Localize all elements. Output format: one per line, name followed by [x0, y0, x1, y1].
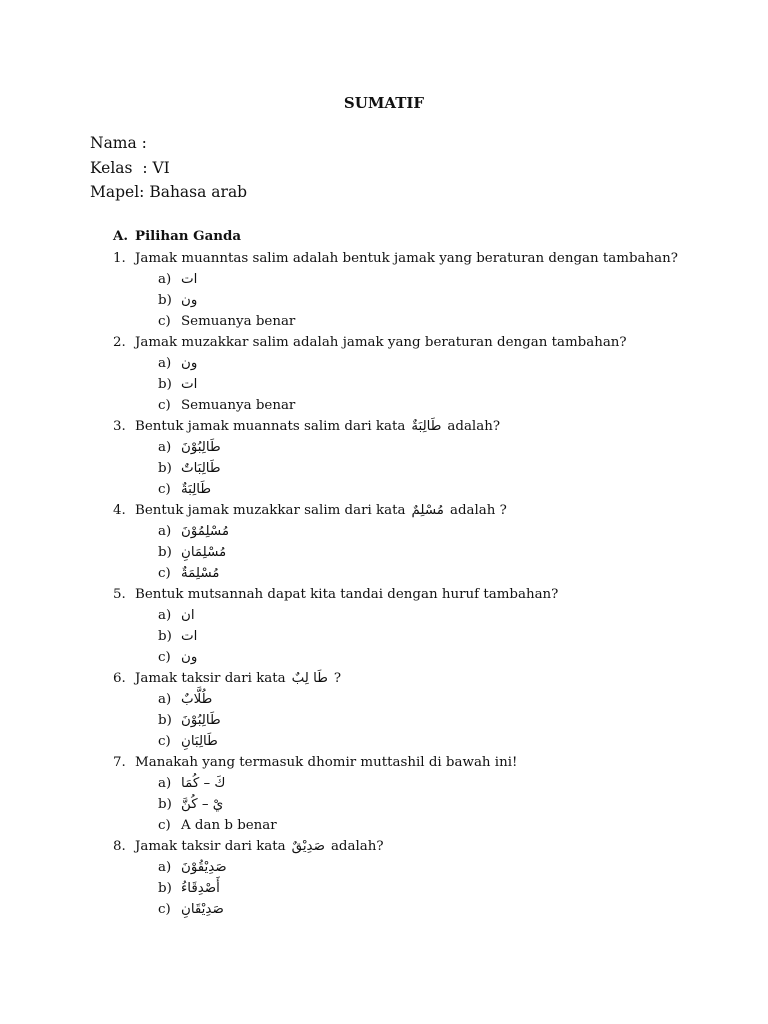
option-label: a): [158, 692, 172, 707]
option-label: b): [158, 629, 172, 644]
answer-option: [113, 605, 678, 626]
question-number: 6.: [113, 671, 126, 686]
option-text: Semuanya benar: [181, 314, 296, 329]
option-label: c): [158, 482, 171, 497]
answer-option: [113, 689, 678, 710]
question-text: Bentuk jamak muzakkar salim dari kata: [135, 503, 406, 518]
answer-option: [113, 815, 678, 836]
option-label: c): [158, 818, 171, 833]
question-text: Jamak taksir dari kata: [135, 839, 286, 854]
question-arabic-word: طَا لِبٌ: [291, 671, 328, 686]
answer-option: [113, 878, 678, 899]
option-text: يْ – كُنَّ: [181, 797, 224, 812]
question-4: [113, 500, 678, 521]
answer-option: [113, 311, 678, 332]
option-label: c): [158, 398, 171, 413]
document-title: SUMATIF: [343, 94, 425, 112]
question-text: Bentuk mutsannah dapat kita tandai dengan huruf tambahan?: [135, 587, 559, 602]
option-text: كَ – كُمَا: [181, 776, 226, 791]
answer-option: [113, 353, 678, 374]
answer-option: [113, 479, 678, 500]
option-label: b): [158, 797, 172, 812]
question-text-after: adalah?: [330, 839, 384, 854]
question-number: 4.: [113, 503, 126, 518]
answer-option: [113, 521, 678, 542]
option-text: طَالِبَةٌ: [181, 482, 212, 497]
question-text: Jamak taksir dari kata: [135, 671, 286, 686]
kelas-line: Kelas : VI: [90, 158, 170, 177]
question-text: Manakah yang termasuk dhomir muttashil di bawah ini!: [135, 755, 518, 770]
question-6: [113, 668, 678, 689]
option-label: b): [158, 293, 172, 308]
question-text: Jamak muzakkar salim adalah jamak yang beraturan dengan tambahan?: [135, 335, 627, 350]
option-text: ات: [181, 629, 198, 644]
answer-option: [113, 647, 678, 668]
option-text: ان: [181, 608, 195, 623]
option-text: طَالِبَانِ: [181, 734, 218, 749]
section-letter: A.: [113, 228, 129, 244]
answer-option: [113, 290, 678, 311]
option-label: a): [158, 440, 172, 455]
option-label: b): [158, 545, 172, 560]
question-2: [113, 332, 678, 353]
question-number: 1.: [113, 251, 126, 266]
option-text: ات: [181, 377, 198, 392]
option-label: a): [158, 776, 172, 791]
answer-option: [113, 542, 678, 563]
question-text: Jamak muanntas salim adalah bentuk jamak yang beraturan dengan tambahan?: [135, 251, 678, 266]
option-text: ون: [181, 356, 198, 371]
question-list: [113, 248, 678, 920]
option-label: a): [158, 608, 172, 623]
option-text: أَصْدِقَاءُ: [181, 881, 220, 896]
nama-line: Nama :: [90, 134, 147, 152]
option-label: b): [158, 713, 172, 728]
option-label: c): [158, 650, 171, 665]
option-label: b): [158, 881, 172, 896]
answer-option: [113, 395, 678, 416]
question-number: 3.: [113, 419, 126, 434]
answer-option: [113, 437, 678, 458]
option-label: a): [158, 860, 172, 875]
option-text: Semuanya benar: [181, 398, 296, 413]
question-3: [113, 416, 678, 437]
answer-option: [113, 794, 678, 815]
option-text: مُسْلِمَانِ: [181, 545, 227, 560]
option-text: ات: [181, 272, 198, 287]
option-text: مُسْلِمَةٌ: [181, 566, 220, 581]
answer-option: [113, 563, 678, 584]
option-label: c): [158, 314, 171, 329]
mapel-line: Mapel: Bahasa arab: [90, 183, 248, 201]
question-number: 7.: [113, 755, 126, 770]
question-7: [113, 752, 678, 773]
option-text: صَدِيْقَانِ: [181, 902, 224, 917]
section-heading: [113, 228, 241, 244]
option-text: ون: [181, 293, 198, 308]
option-label: c): [158, 734, 171, 749]
question-1: [113, 248, 678, 269]
answer-option: [113, 710, 678, 731]
option-label: a): [158, 356, 172, 371]
option-label: c): [158, 566, 171, 581]
question-text-after: adalah ?: [449, 503, 507, 518]
option-label: b): [158, 461, 172, 476]
section-title: Pilihan Ganda: [135, 228, 242, 244]
option-text: طَالِبُوْنَ: [181, 713, 221, 728]
question-arabic-word: مُسْلِمٌ: [411, 503, 444, 518]
option-text: A dan b benar: [181, 818, 277, 833]
question-number: 2.: [113, 335, 126, 350]
question-8: [113, 836, 678, 857]
option-text: طَالِبَاتٌ: [181, 461, 221, 476]
option-text: ون: [181, 650, 198, 665]
question-text: Bentuk jamak muannats salim dari kata: [135, 419, 406, 434]
option-text: مُسْلِمُوْنَ: [181, 524, 230, 539]
answer-option: [113, 269, 678, 290]
answer-option: [113, 458, 678, 479]
question-arabic-word: طَالِبَةٌ: [411, 419, 442, 434]
option-text: طُلَّابٌ: [181, 692, 213, 707]
option-label: b): [158, 377, 172, 392]
option-label: c): [158, 902, 171, 917]
option-text: طَالِبُوْنَ: [181, 440, 221, 455]
option-label: a): [158, 272, 172, 287]
answer-option: [113, 857, 678, 878]
option-text: صَدِيْقُوْنَ: [181, 860, 227, 875]
option-label: a): [158, 524, 172, 539]
question-number: 8.: [113, 839, 126, 854]
answer-option: [113, 731, 678, 752]
question-text-after: ?: [333, 671, 342, 686]
answer-option: [113, 773, 678, 794]
question-5: [113, 584, 678, 605]
student-info: [90, 131, 247, 205]
answer-option: [113, 374, 678, 395]
question-text-after: adalah?: [447, 419, 500, 434]
question-number: 5.: [113, 587, 126, 602]
answer-option: [113, 626, 678, 647]
answer-option: [113, 899, 678, 920]
question-arabic-word: صَدِيْقٌ: [291, 839, 325, 854]
